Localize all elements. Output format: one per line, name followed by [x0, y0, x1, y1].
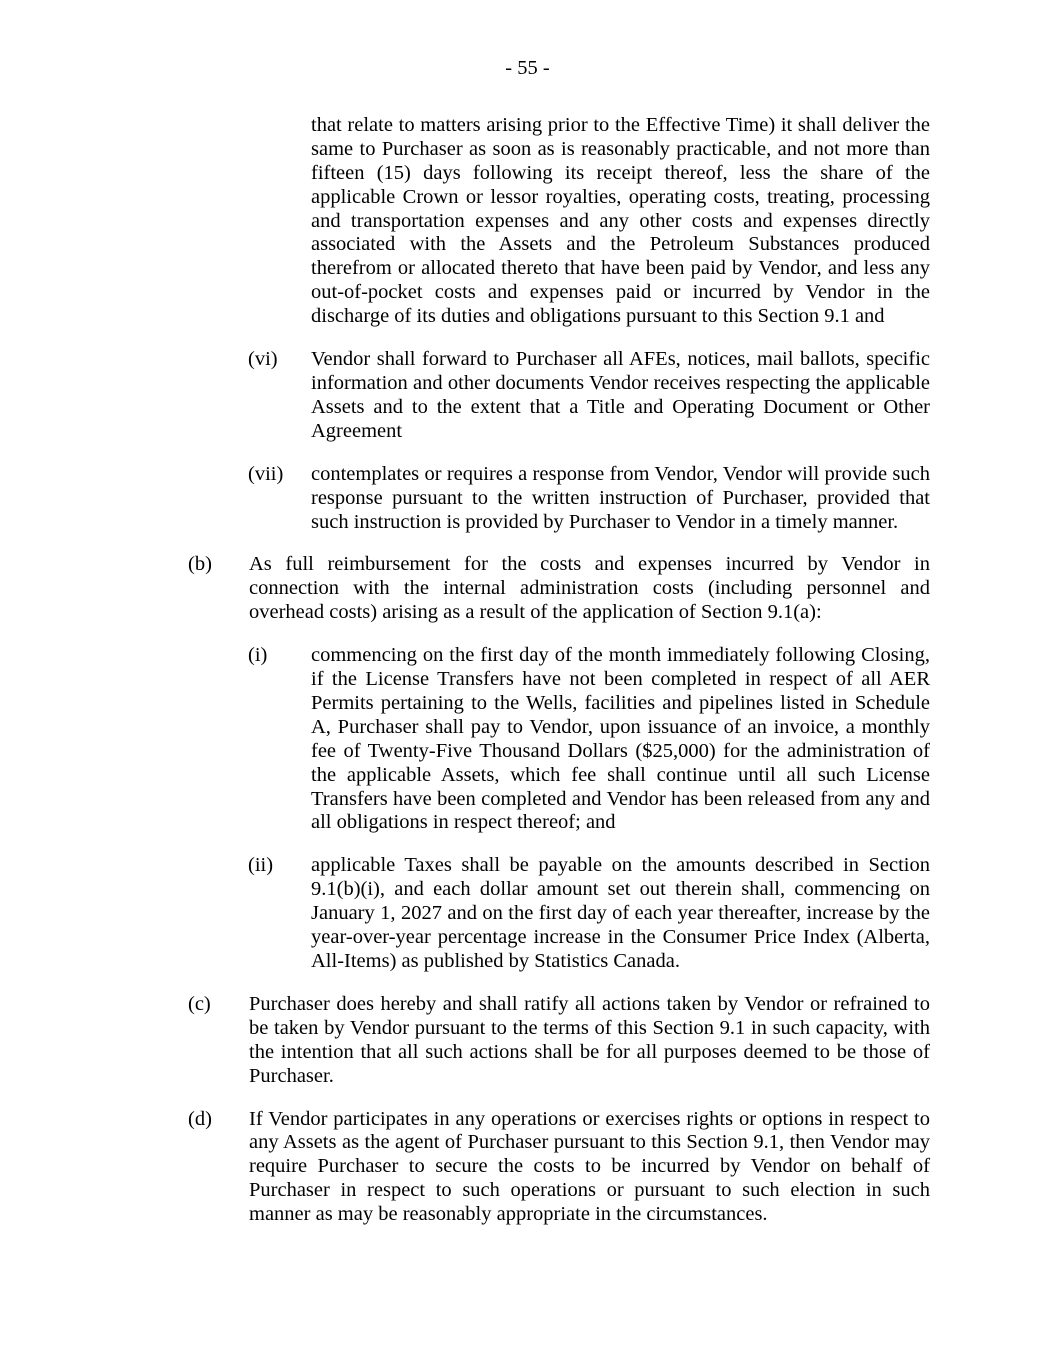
clause-text: As full reimbursement for the costs and expenses incurred by Vendor in connection with the internal administration costs (including personnel and overhead costs) arising as a result of the application of Section 9.1(a): — [249, 553, 930, 624]
clause-b-i — [248, 644, 930, 835]
clause-label: (vii) — [248, 462, 284, 485]
clause-label: (ii) — [248, 854, 274, 877]
clause-text: If Vendor participates in any operations or exercises rights or options in respect to any Assets as the agent of Purchaser pursuant to this Section 9.1, then Vendor may require Purchaser to secure the costs to be incurred by Vendor on behalf of Purchaser in respect to such operations or pursuant to such election in such manner as may be reasonably appropriate in the circumstances. — [249, 1107, 930, 1226]
clause-label: (c) — [188, 992, 211, 1015]
clause-d — [188, 1107, 930, 1228]
clause-text: Purchaser does hereby and shall ratify all actions taken by Vendor or refrained to be taken by Vendor pursuant to the terms of this Section 9.1 in such capacity, with the intention that all such actions shall be for all purposes deemed to be those of Purchaser. — [249, 992, 930, 1087]
clause-text: contemplates or requires a response from Vendor, Vendor will provide such response pursuant to the written instruction of Purchaser, provided that such instruction is provided by Purchaser to Vendor in a timely manner. — [311, 462, 930, 533]
clause-c — [188, 992, 930, 1089]
clause-label: (b) — [188, 553, 212, 576]
clause-b-ii — [248, 854, 930, 974]
clause-vi — [248, 348, 930, 444]
clause-b — [188, 553, 930, 625]
paragraph-continuation — [311, 114, 930, 329]
clause-text: that relate to matters arising prior to the Effective Time) it shall deliver the same to Purchaser as soon as is reasonably practicable, and not more than fifteen (15) days following its receipt thereof, less the share of the applicable Crown or lessor royalties, operating costs, treating, processing and transportation expenses and any other costs and expenses directly associated with the Assets and the Petroleum Substances produced therefrom or allocated thereto that have been paid by Vendor, and less any out-of-pocket costs and expenses paid or incurred by Vendor in the discharge of its duties and obligations pursuant to this Section 9.1 and — [311, 113, 930, 328]
clause-text: Vendor shall forward to Purchaser all AFEs, notices, mail ballots, specific information and other documents Vendor receives respecting the applicable Assets and to the extent that a Title and Operating Document or Other Agreement — [311, 348, 930, 442]
clause-text: commencing on the first day of the month immediately following Closing, if the License Transfers have not been completed in respect of all AER Permits pertaining to the Wells, facilities and pipelines listed in Schedule A, Purchaser shall pay to Vendor, upon issuance of an invoice, a monthly fee of Twenty-Five Thousand Dollars ($25,000) for the administration of the applicable Assets, which fee shall continue until all such License Transfers have been completed and Vendor has been released from any and all obligations in respect thereof; and — [311, 644, 930, 834]
page-number: - 55 - — [505, 57, 550, 79]
clause-text: applicable Taxes shall be payable on the amounts described in Section 9.1(b)(i), and each dollar amount set out therein shall, commencing on January 1, 2027 and on the first day of each year thereafter, increase by the year-over-year percentage increase in the Consumer Price Index (Alberta, All-Items) as published by Statistics Canada. — [311, 854, 930, 972]
clause-label: (vi) — [248, 348, 278, 371]
clause-vii — [248, 462, 930, 535]
clause-label: (i) — [248, 644, 268, 667]
clause-label: (d) — [188, 1107, 212, 1130]
